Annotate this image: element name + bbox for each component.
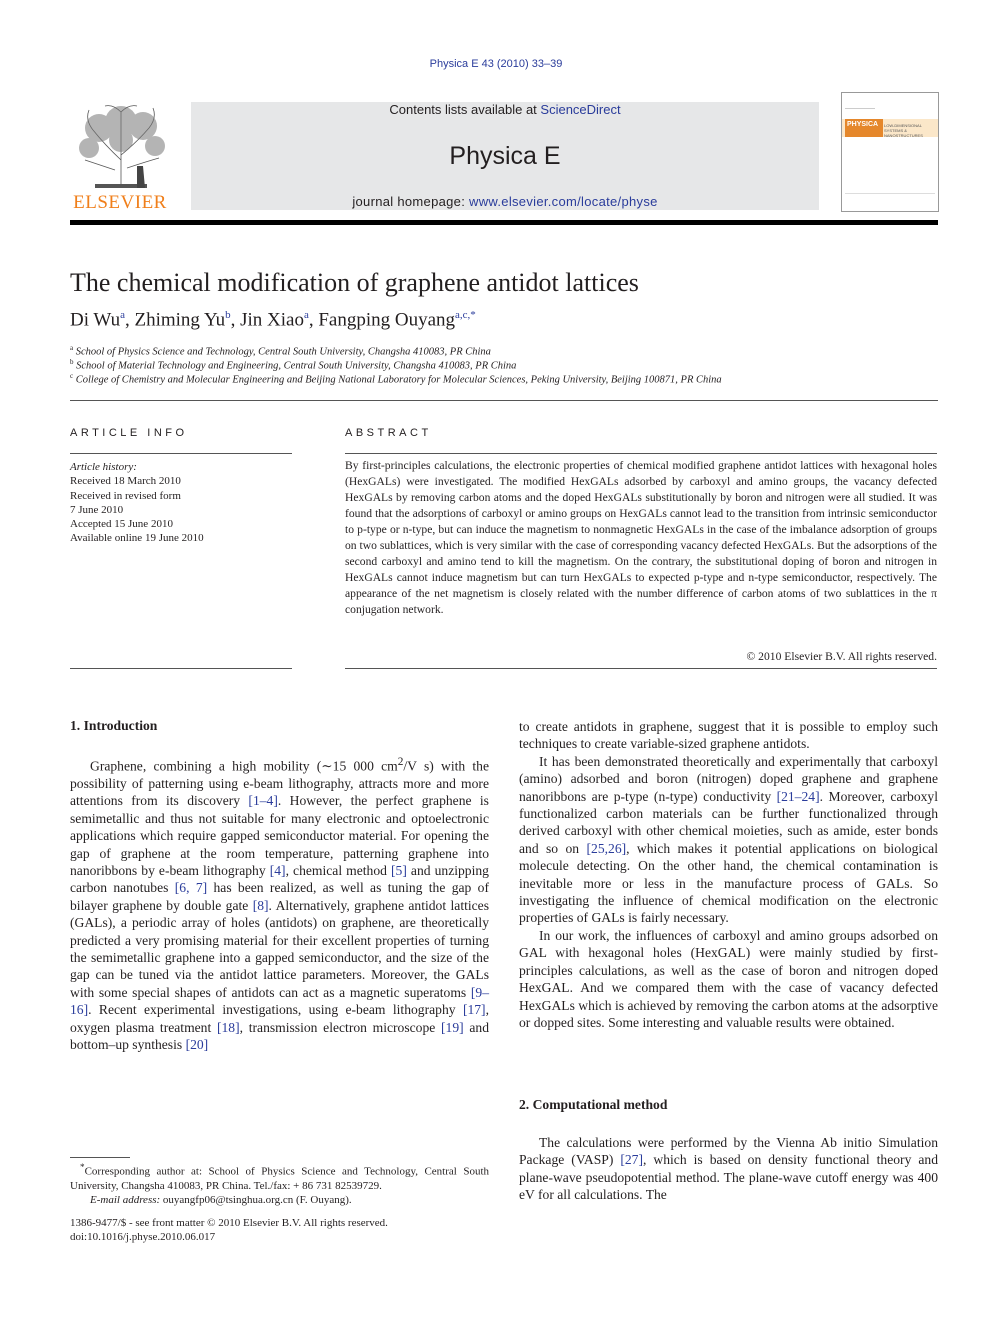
copyright-notice: © 2010 Elsevier B.V. All rights reserved. [746, 650, 937, 663]
corresponding-author-footnote [70, 1160, 489, 1207]
divider [345, 668, 937, 669]
cover-footer-rule [845, 193, 935, 202]
text-run: has been realized, as well as tuning the gap of bilayer graphene by double gate [70, 880, 489, 913]
body-column-right [519, 718, 938, 1031]
author-affiliation-mark[interactable]: b [225, 309, 231, 321]
section-heading-computational-method: 2. Computational method [519, 1097, 668, 1112]
footnote-text: Corresponding author at: School of Physics Science and Technology, Central South University, Changsha 410083, PR China. Tel./fax: + 86 731 82539729. [70, 1165, 489, 1192]
reference-link[interactable]: [1–4] [248, 793, 278, 809]
email-address[interactable]: ouyangfp06@tsinghua.org.cn (F. Ouyang). [162, 1193, 352, 1206]
body-column-left [70, 754, 489, 1053]
text-run: , oxygen plasma treatment [70, 1002, 489, 1035]
contents-prefix: Contents lists available at [389, 102, 541, 117]
divider [345, 453, 937, 454]
reference-link[interactable]: [21–24] [776, 788, 820, 804]
abstract-heading: ABSTRACT [345, 427, 432, 439]
text-run: and unzipping carbon nanotubes [70, 862, 489, 896]
reference-link[interactable]: [17] [462, 1002, 486, 1018]
text-run: , chemical method [285, 862, 391, 878]
history-line: Received in revised form [70, 489, 181, 502]
author-affiliation-mark[interactable]: a [303, 309, 309, 321]
divider [70, 668, 292, 669]
text-run: and bottom–up synthesis [70, 1019, 490, 1053]
footnote-rule [70, 1157, 130, 1158]
history-line: Available online 19 June 2010 [70, 532, 204, 545]
history-line: 7 June 2010 [70, 503, 124, 516]
cover-title: PHYSICA [845, 119, 883, 137]
author-affiliation-mark[interactable]: a,c,* [455, 309, 476, 321]
affiliation-text: School of Physics Science and Technology, Central South University, Changsha 410083, PR China [75, 346, 491, 358]
author-name[interactable]: Jin Xiao [240, 309, 304, 331]
abstract-text: By first-principles calculations, the electronic properties of chemical modified graphene antidot lattices with hexagonal holes (HexGALs) were investigated. The modified HexGALs adsorbed by carboxyl and amino groups, the vacancy defected HexGALs by removing carbon atoms and the doped HexGALs substitutionally by boron and nitrogen were all studied. It was found that the adsorptions of carboxyl or amino groups on HexGALs cannot lead to the transition from intrinsic semiconductor to p-type or n-type, but can induce the magnetism to nonmagnetic HexGALs in the case of the imbalance adsorption of groups on two sublattices, which is very similar with the case of corresponding vacancy defected HexGALs. But the adsorptions of the second carboxyl and amino tend to kill the magnetism. On the contrary, the substitutional doping of boron and nitrogen in HexGALs cannot induce magnetism but can turn HexGALs to expected p-type and n-type semiconductor, respectively. The appearance of the net magnetism is closely related with the number difference of carbon atoms of two sublattices in the π conjugation network. [345, 459, 937, 616]
paragraph [519, 1134, 938, 1204]
issn-doi-block [70, 1216, 388, 1244]
doi-link[interactable]: doi:10.1016/j.physe.2010.06.017 [70, 1231, 216, 1243]
footnote-mark: * [80, 1162, 85, 1172]
text-run: , which is based on density functional theory and plane-wave pseudopotential method. The plane-wave cutoff energy was 400 eV for all calculations. The [519, 1152, 939, 1203]
text-run: . Alternatively, graphene antidot lattices (GALs), a periodic array of holes (antidots) on graphene, are theoretically predicted a very promising material for their excellent properties of turning the semimetallic graphene into a gapped semiconductor, and the size of the gap can be tuned via the antidot lattice parameters. Moreover, the GALs with some special shapes of antidots can act as a magnetic superatoms [70, 897, 490, 1000]
author-name[interactable]: Fangping Ouyang [318, 309, 456, 331]
affiliation [70, 344, 491, 358]
article-info-heading: ARTICLE INFO [70, 427, 188, 439]
reference-link[interactable]: [25,26] [586, 840, 627, 856]
author-list: Di Wu$^a$, Zhiming Yu$^b$, Jin Xiao$^a$, Fangping Ouyang$^{a,c,*}$ [70, 309, 476, 331]
affiliation-text: College of Chemistry and Molecular Engineering and Beijing National Laboratory for Molecular Sciences, Peking University, Beijing 100871, PR China [75, 374, 722, 386]
history-label: Article history: [70, 461, 137, 473]
author-name[interactable]: Zhiming Yu [134, 309, 226, 331]
divider [70, 400, 938, 401]
sciencedirect-link[interactable]: ScienceDirect [540, 102, 621, 117]
section-heading-introduction: 1. Introduction [70, 718, 158, 733]
elsevier-tree-icon [75, 100, 167, 190]
text-run: . Recent experimental investigations, using e-beam lithography [88, 1002, 463, 1018]
text-run: , transmission electron microscope [239, 1019, 442, 1035]
author-name[interactable]: Di Wu [70, 309, 121, 331]
paragraph [70, 754, 489, 1053]
paragraph [519, 753, 938, 927]
text-run: /V s) with the possibility of patterning using e-beam lithography, attracts more and more attentions from its discovery [70, 758, 489, 809]
elsevier-logo [70, 100, 170, 212]
reference-link[interactable]: [6, 7] [174, 880, 208, 896]
journal-homepage [191, 194, 819, 209]
text-run: , which makes it potential applications on biological molecule detecting. On the other hand, the chemical contamination is inevitable more or less in the manufacture process of GALs. So investigating the influence of chemical modification on the electronic properties of GALs is fairly necessary. [519, 840, 938, 926]
superscript: 2 [397, 756, 404, 768]
history-line: Received 18 March 2010 [70, 475, 181, 488]
affiliation-mark: a [70, 344, 74, 352]
elsevier-wordmark: ELSEVIER [73, 192, 167, 213]
front-matter-line: 1386-9477/$ - see front matter © 2010 Elsevier B.V. All rights reserved. [70, 1217, 388, 1229]
cover-top-rule [845, 96, 875, 109]
body-column-right-lower [519, 1134, 938, 1204]
reference-link[interactable]: [8] [252, 897, 269, 913]
affiliation [70, 372, 722, 386]
homepage-prefix: journal homepage: [352, 194, 470, 209]
text-run: Graphene, combining a high mobility (∼15 000 cm [90, 758, 398, 774]
reference-link[interactable]: [18] [216, 1019, 240, 1035]
reference-link[interactable]: [27] [620, 1152, 644, 1168]
article-history [70, 460, 204, 546]
email-label: E-mail address: [90, 1193, 161, 1206]
journal-name: Physica E [449, 142, 561, 170]
affiliation-mark: b [70, 358, 74, 366]
article-title: The chemical modification of graphene antidot lattices [70, 268, 639, 297]
reference-link[interactable]: [20] [185, 1037, 209, 1053]
text-run: . However, the perfect graphene is semimetallic and thus not suitable for many electronic and optoelectronic applications which require gapped semiconductor material. For opening the gap of graphene at the room temperature, patterning graphene into nanoribbons by e-beam lithography [70, 793, 489, 878]
affiliation [70, 358, 516, 372]
journal-cover-thumbnail [841, 92, 939, 212]
cover-subtitle: LOW-DIMENSIONAL SYSTEMS & NANOSTRUCTURES [884, 123, 923, 138]
text-run: The calculations were performed by the Vienna Ab initio Simulation Package (VASP) [519, 1135, 938, 1168]
reference-link[interactable]: [5] [391, 862, 407, 878]
contents-availability [191, 102, 819, 117]
paragraph: In our work, the influences of carboxyl and amino groups adsorbed on GAL with hexagonal holes (HexGAL) were mainly studied by first-principles calculations, as well as the case of boron and nitrogen doped HexGAL. And we compared them with the case of vacancy defected HexGALs which is achieved by removing the carbon atoms at the adsorptive or dopped sites. Some interesting and valuable results were obtained. [519, 927, 938, 1030]
homepage-link[interactable]: www.elsevier.com/locate/physe [469, 194, 658, 209]
reference-link[interactable]: [4] [269, 862, 286, 878]
reference-link[interactable]: [9–16] [70, 984, 489, 1018]
text-run: It has been demonstrated theoretically and experimentally that carboxyl (amino) adsorbed and boron (nitrogen) doped graphene and graphene nanoribbons are p-type (n-type) conductivity [519, 753, 938, 804]
affiliation-text: School of Material Technology and Engineering, Central South University, Changsha 410083, PR China [76, 360, 517, 372]
journal-banner [191, 102, 819, 210]
paragraph-continued: to create antidots in graphene, suggest that it is possible to employ such techniques to create variable-sized graphene antidots. [519, 719, 938, 752]
divider [70, 453, 292, 454]
reference-link[interactable]: [19] [441, 1019, 464, 1035]
text-run: . Moreover, carboxyl functionalized carbon materials can be further functionalized through derived carboxyl with other chemical moieties, such as amide, ester bonds and so on [519, 788, 938, 856]
history-line: Accepted 15 June 2010 [70, 518, 173, 531]
affiliation-mark: c [70, 372, 74, 380]
journal-citation[interactable]: Physica E 43 (2010) 33–39 [429, 58, 563, 70]
header-rule [70, 220, 938, 225]
author-affiliation-mark[interactable]: a [120, 309, 125, 321]
